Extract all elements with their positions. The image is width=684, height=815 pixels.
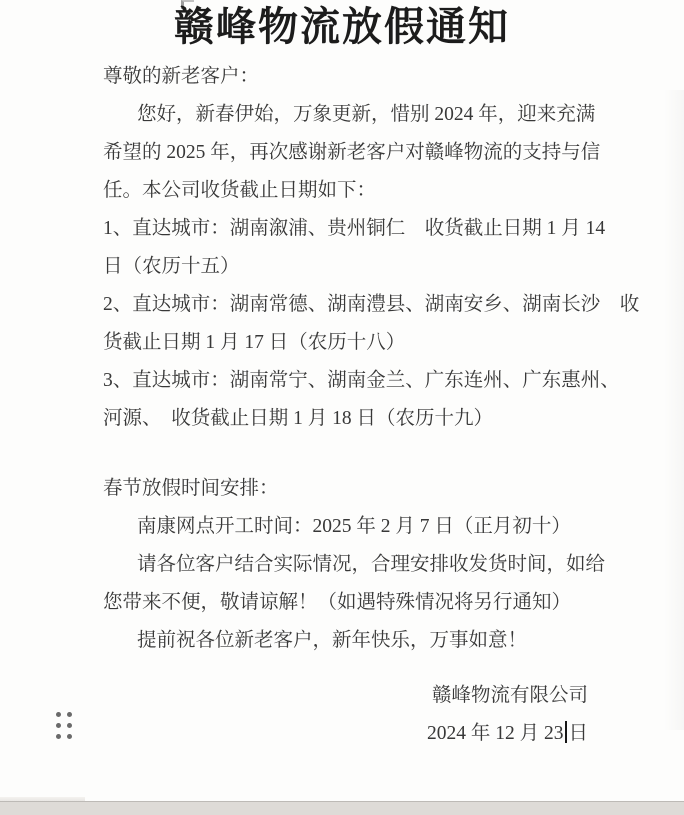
signature-date-suffix: 日 [568, 723, 588, 744]
doc-line-item-1: 1、直达城市：湖南溆浦、贵州铜仁 收货截止日期 1 月 14 [103, 218, 606, 239]
salutation: 尊敬的新老客户： [103, 66, 260, 87]
drag-handle-icon[interactable] [56, 712, 72, 739]
doc-line: 您带来不便，敬请谅解！（如遇特殊情况将另行通知） [103, 592, 572, 613]
drag-dot [56, 734, 61, 739]
scan-edge-shade [664, 90, 684, 730]
drag-dot [56, 712, 61, 717]
doc-line: 任。本公司收货截止日期如下： [103, 180, 377, 201]
signature-date-text: 2024 年 12 月 23 [426, 723, 564, 744]
document-title: 赣峰物流放假通知 [174, 4, 510, 49]
drag-dot [56, 723, 61, 728]
drag-dot [67, 723, 72, 728]
doc-line-item-2: 2、直达城市：湖南常德、湖南澧县、湖南安乡、湖南长沙 收 [103, 294, 640, 315]
doc-line: 提前祝各位新老客户，新年快乐，万事如意！ [137, 630, 528, 651]
drag-dot [67, 712, 72, 717]
bottom-bar [0, 801, 684, 815]
holiday-schedule-heading: 春节放假时间安排： [103, 478, 279, 499]
drag-dot [67, 734, 72, 739]
doc-line: 货截止日期 1 月 17 日（农历十八） [103, 332, 406, 353]
doc-line: 南康网点开工时间：2025 年 2 月 7 日（正月初十） [137, 516, 571, 537]
doc-line: 日（农历十五） [103, 256, 240, 277]
document-body [103, 58, 640, 753]
doc-line: 河源、 收货截止日期 1 月 18 日（农历十九） [103, 408, 494, 429]
signature-date [103, 715, 588, 753]
doc-line: 请各位客户结合实际情况，合理安排收发货时间，如给 [137, 554, 606, 575]
doc-line: 希望的 2025 年，再次感谢新老客户对赣峰物流的支持与信 [103, 142, 601, 163]
doc-line-item-3: 3、直达城市：湖南常宁、湖南金兰、广东连州、广东惠州、 [103, 370, 620, 391]
doc-line: 您好，新春伊始，万象更新，惜别 2024 年，迎来充满 [137, 104, 596, 125]
signature-company: 赣峰物流有限公司 [431, 685, 588, 706]
